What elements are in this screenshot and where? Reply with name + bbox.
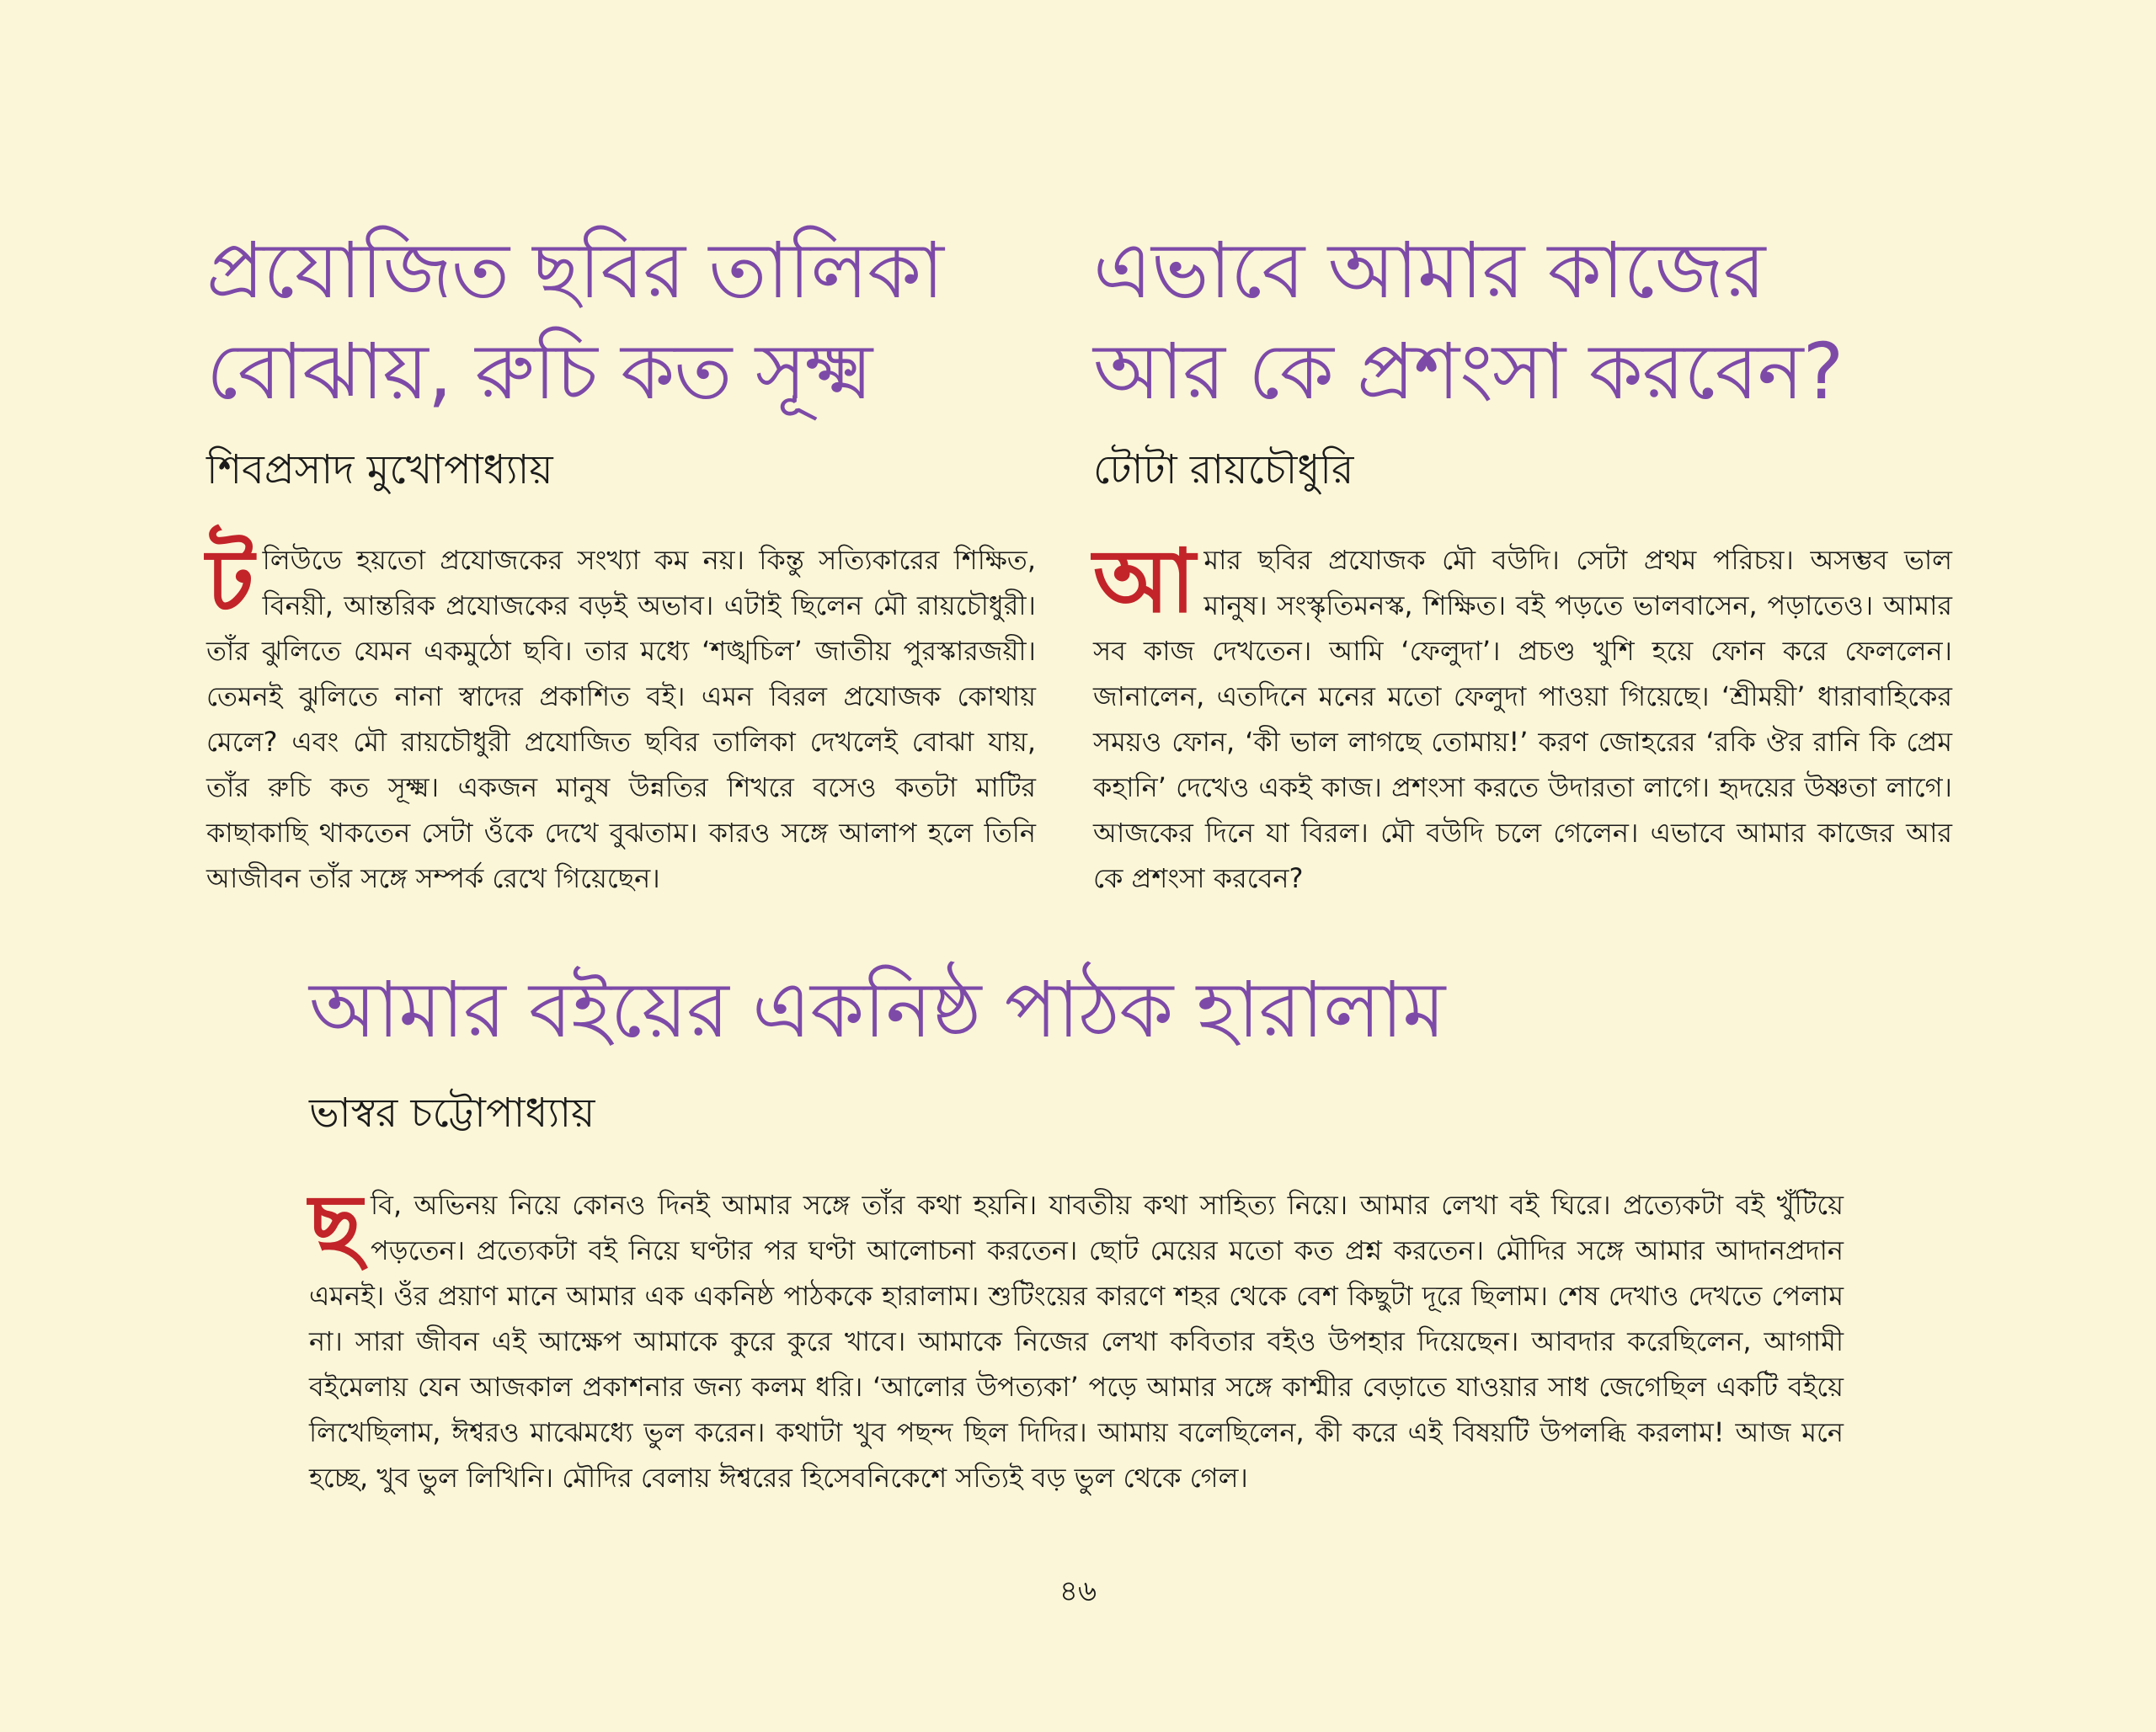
headline-line-2: বোঝায়, রুচি কত সূক্ষ্ম [206, 327, 873, 417]
headline-line-2: আর কে প্রশংসা করবেন? [1093, 327, 1844, 417]
author-byline: টোটা রায়চৌধুরি [1093, 446, 1354, 493]
author-byline: শিবপ্রসাদ মুখোপাধ্যায় [206, 446, 553, 493]
article-body [309, 1174, 1844, 1500]
author-byline: ভাস্বর চট্টোপাধ্যায় [309, 1090, 595, 1137]
drop-cap: আ [1093, 529, 1196, 632]
drop-cap: ছ [309, 1174, 363, 1277]
article-body-text: মার ছবির প্রযোজক মৌ বউদি। সেটা প্রথম পরিচয়। অসম্ভব ভাল মানুষ। সংস্কৃতিমনস্ক, শিক্ষিত। বই পড়তে ভালবাসেন, পড়াতেও। আমার সব কাজ দেখতেন। আমি ‘ফেলুদা’। প্রচণ্ড খুশি হয়ে ফোন করে ফেললেন। জানালেন, এতদিনে মনের মতো ফেলুদা পাওয়া গিয়েছে। ‘শ্রীময়ী’ ধারাবাহিকের সময়ও ফোন, ‘কী ভাল লাগছে তোমায়!’ করণ জোহরের ‘রকি ঔর রানি কি প্রেম কহানি’ দেখেও একই কাজ। প্রশংসা করতে উদারতা লাগে। হৃদয়ের উষ্ণতা লাগে। আজকের দিনে যা বিরল। মৌ বউদি চলে গেলেন। এভাবে আমার কাজের আর কে প্রশংসা করবেন? [1093, 544, 1952, 894]
headline-line-1: প্রযোজিত ছবির তালিকা [206, 226, 943, 316]
article-headline: আমার বইয়ের একনিষ্ঠ পাঠক হারালাম [309, 965, 1445, 1055]
article-headline [206, 221, 1036, 423]
article-body [1093, 529, 1952, 901]
article-body-text: বি, অভিনয় নিয়ে কোনও দিনই আমার সঙ্গে তাঁর কথা হয়নি। যাবতীয় কথা সাহিত্য নিয়ে। আমার লেখা বই ঘিরে। প্রত্যেকটা বই খুঁটিয়ে পড়তেন। প্রত্যেকটা বই নিয়ে ঘণ্টার পর ঘণ্টা আলোচনা করতেন। ছোট মেয়ের মতো কত প্রশ্ন করতেন। মৌদির সঙ্গে আমার আদানপ্রদান এমনই। ওঁর প্রয়াণ মানে আমার এক একনিষ্ঠ পাঠককে হারালাম। শুটিংয়ের কারণে শহর থেকে বেশ কিছুটা দূরে ছিলাম। শেষ দেখাও দেখতে পেলাম না। সারা জীবন এই আক্ষেপ আমাকে কুরে কুরে খাবে। আমাকে নিজের লেখা কবিতার বইও উপহার দিয়েছেন। আবদার করেছিলেন, আগামী বইমেলায় যেন আজকাল প্রকাশনার জন্য কলম ধরি। ‘আলোর উপত্যকা’ পড়ে আমার সঙ্গে কাশ্মীর বেড়াতে যাওয়ার সাধ জেগেছিল একটি বইয়ে লিখেছিলাম, ঈশ্বরও মাঝেমধ্যে ভুল করেন। কথাটা খুব পছন্দ ছিল দিদির। আমায় বলেছিলেন, কী করে এই বিষয়টি উপলব্ধি করলাম! আজ মনে হচ্ছে, খুব ভুল লিখিনি। মৌদির বেলায় ঈশ্বরের হিসেবনিকেশে সত্যিই বড় ভুল থেকে গেল। [309, 1189, 1844, 1494]
headline-line-1: এভাবে আমার কাজের [1093, 226, 1765, 316]
article-tota-roychowdhury [1093, 221, 1952, 901]
page-number: ৪৬ [1059, 1575, 1097, 1608]
article-bhaswar-chattopadhyay [309, 960, 1844, 1500]
drop-cap: ট [206, 529, 254, 632]
article-body-text: লিউডে হয়তো প্রযোজকের সংখ্যা কম নয়। কিন্তু সত্যিকারের শিক্ষিত, বিনয়ী, আন্তরিক প্রযোজকের বড়ই অভাব। এটাই ছিলেন মৌ রায়চৌধুরী। তাঁর ঝুলিতে যেমন একমুঠো ছবি। তার মধ্যে ‘শঙ্খচিল’ জাতীয় পুরস্কারজয়ী। তেমনই ঝুলিতে নানা স্বাদের প্রকাশিত বই। এমন বিরল প্রযোজক কোথায় মেলে? এবং মৌ রায়চৌধুরী প্রযোজিত ছবির তালিকা দেখলেই বোঝা যায়, তাঁর রুচি কত সূক্ষ্ম। একজন মানুষ উন্নতির শিখরে বসেও কতটা মাটির কাছাকাছি থাকতেন সেটা ওঁকে দেখে বুঝতাম। কারও সঙ্গে আলাপ হলে তিনি আজীবন তাঁর সঙ্গে সম্পর্ক রেখে গিয়েছেন। [206, 544, 1036, 894]
article-body [206, 529, 1036, 901]
article-mou-producer [206, 221, 1036, 901]
article-headline [1093, 221, 1952, 423]
